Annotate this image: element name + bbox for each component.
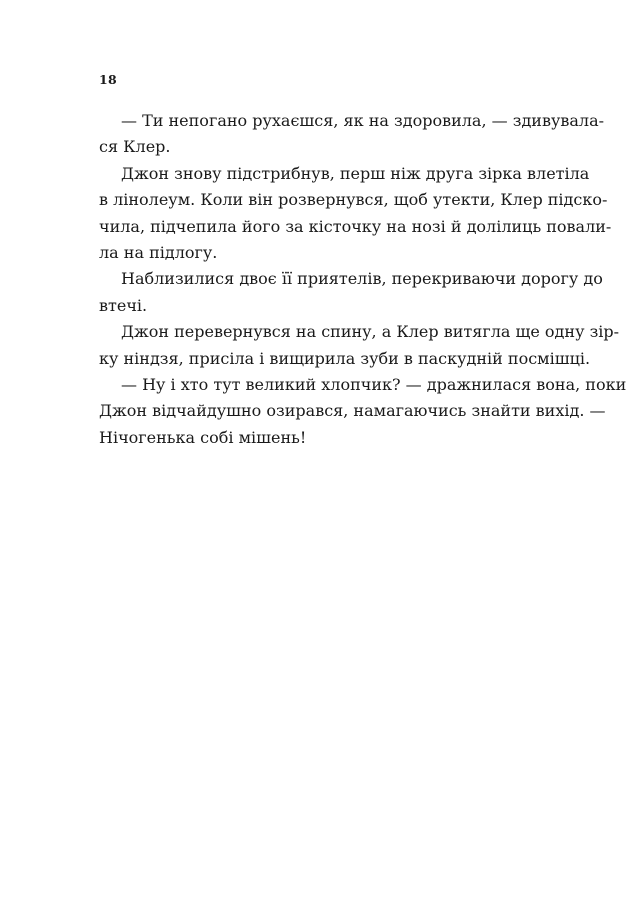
text-line: втечі. [99, 295, 148, 315]
text-line: Джон відчайдушно озирався, намагаючись знайти вихід. — [99, 401, 606, 421]
text-line: в лінолеум. Коли він розвернувся, щоб утекти, Клер підско- [99, 190, 608, 210]
text-line: Наблизилися двоє її приятелів, перекриваючи дорогу до [121, 269, 603, 289]
page-number: 18 [99, 72, 117, 87]
text-line: ку ніндзя, присіла і вищирила зуби в паскудній посмішці. [99, 348, 591, 368]
text-line: ся Клер. [99, 137, 171, 157]
text-line: — Ти непогано рухаєшся, як на здоровила, — здивувала- [121, 111, 605, 130]
text-line: — Ну і хто тут великий хлопчик? — дражнилася вона, поки [121, 374, 627, 394]
body-text [99, 108, 627, 451]
text-line: чила, підчепила його за кісточку на нозі й долілиць повали- [99, 216, 612, 236]
text-line: Нічогенька собі мішень! [99, 427, 307, 447]
text-line: Джон знову підстрибнув, перш ніж друга зірка влетіла [121, 163, 590, 183]
text-line: ла на підлогу. [99, 242, 218, 262]
text-line: Джон перевернувся на спину, а Клер витягла ще одну зір- [121, 322, 620, 342]
